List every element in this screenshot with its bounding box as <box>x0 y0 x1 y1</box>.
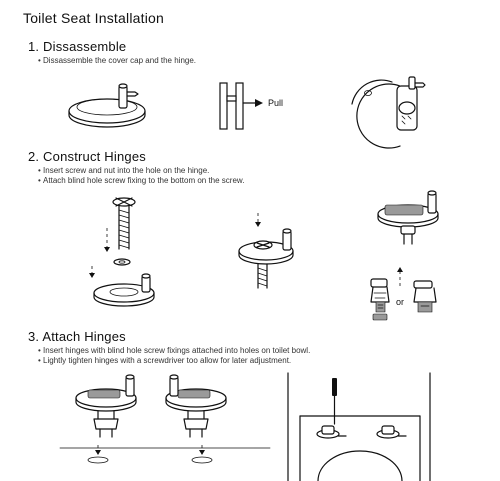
step-2-heading: 2. Construct Hinges <box>28 149 146 164</box>
step-1-bullet: • Dissassemble the cover cap and the hinge. <box>38 56 196 66</box>
hinge-into-bowl-illustration-2 <box>166 375 226 463</box>
step-2-bullet: • Attach blind hole screw fixing to the bottom on the screw. <box>38 176 244 186</box>
step-3-bullet: • Insert hinges with blind hole screw fixings attached into holes on toilet bowl. <box>38 346 310 356</box>
hinge-on-seat-illustration <box>352 77 425 148</box>
step-2-bullet: • Insert screw and nut into the hole on the hinge. <box>38 166 244 176</box>
pull-cap-illustration <box>220 83 283 129</box>
pull-label: Pull <box>268 98 284 108</box>
step-1-heading: 1. Dissassemble <box>28 39 127 54</box>
hinge-into-bowl-illustration-1 <box>76 375 136 463</box>
blind-hole-fixings-illustration <box>371 279 436 320</box>
assembled-hinge-illustration <box>239 213 293 288</box>
screw-and-nut-illustration <box>89 198 154 306</box>
hinge-with-cap-illustration <box>69 84 145 127</box>
or-label: or <box>396 297 405 307</box>
page-title: Toilet Seat Installation <box>23 10 164 26</box>
toilet-bowl-screwdriver-illustration <box>288 373 430 481</box>
step-3-bullet: • Lightly tighten hinges with a screwdriver too allow for later adjustment. <box>38 356 310 366</box>
hinge-with-fixing-illustration <box>378 191 438 286</box>
step-3-heading: 3. Attach Hinges <box>28 329 126 344</box>
